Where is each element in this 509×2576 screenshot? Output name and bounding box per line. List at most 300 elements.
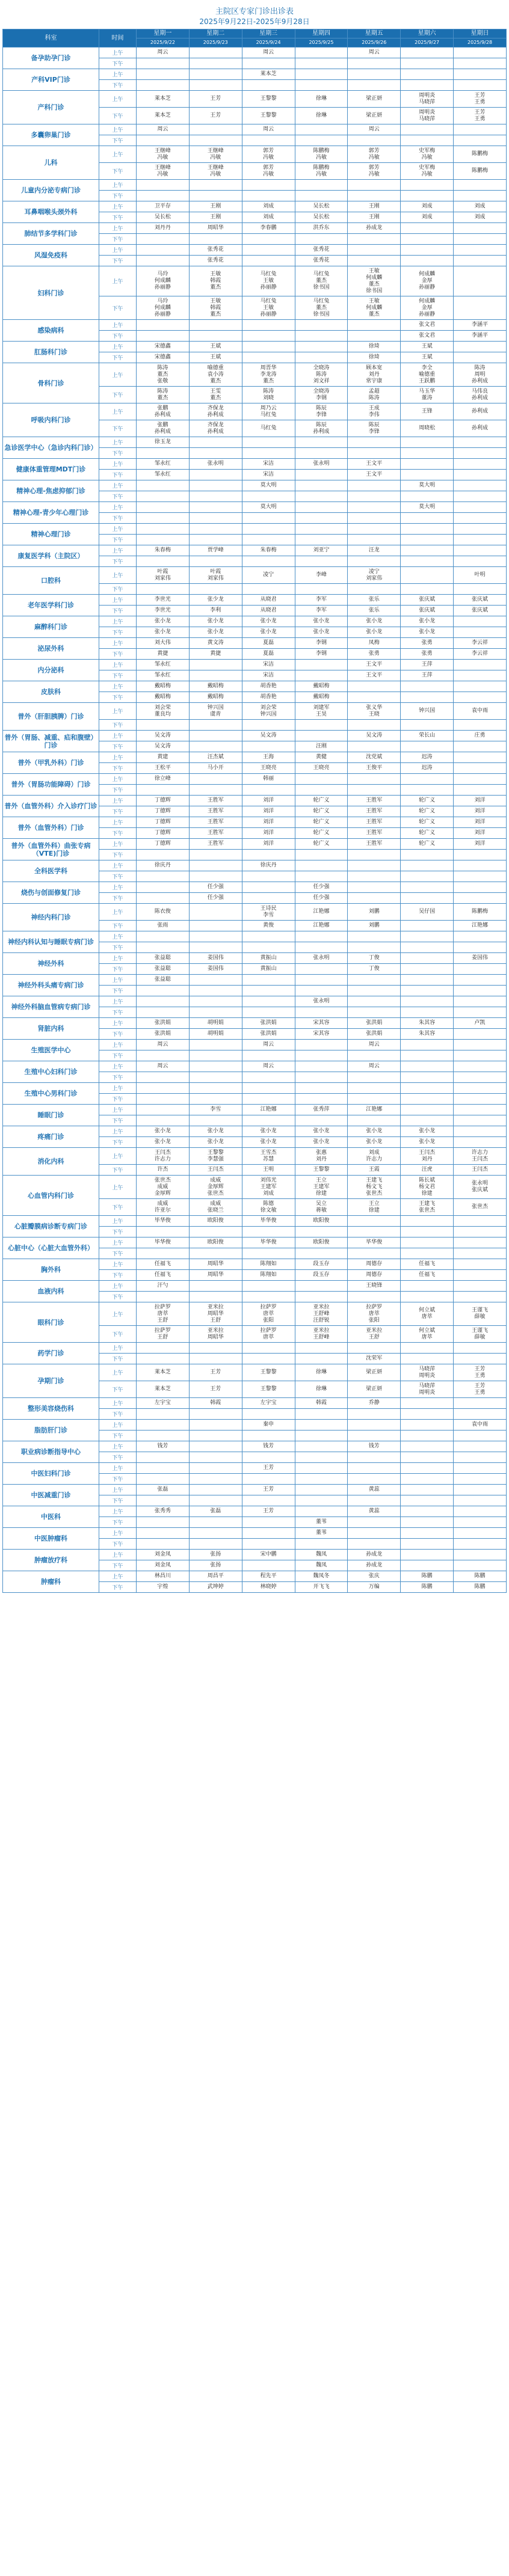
doctor-cell: 王胜军 bbox=[189, 828, 242, 839]
doctor-cell: 王成 李伟 bbox=[348, 403, 401, 420]
doctor-cell bbox=[454, 1237, 507, 1248]
doctor-cell bbox=[189, 1007, 242, 1018]
day-header: 星期四 bbox=[295, 29, 348, 38]
department-name[interactable]: 胸外科 bbox=[3, 1259, 99, 1281]
doctor-cell bbox=[137, 1094, 190, 1105]
doctor-cell bbox=[401, 1560, 454, 1571]
doctor-cell: 李涵平 bbox=[454, 331, 507, 342]
time-slot: 上午 bbox=[99, 1571, 137, 1582]
doctor-cell bbox=[348, 58, 401, 69]
time-slot: 下午 bbox=[99, 1227, 137, 1237]
doctor-cell: 周德存 bbox=[348, 1259, 401, 1270]
department-name[interactable]: 普外（甲乳外科）门诊 bbox=[3, 752, 99, 774]
department-name[interactable]: 产科门诊 bbox=[3, 91, 99, 124]
doctor-cell bbox=[137, 513, 190, 524]
department-name[interactable]: 感染病科 bbox=[3, 320, 99, 342]
doctor-cell: 戴昭梅 bbox=[295, 692, 348, 703]
doctor-cell: 陈鹏梅 bbox=[454, 904, 507, 921]
doctor-cell: 宋其容 bbox=[295, 1029, 348, 1040]
doctor-cell bbox=[189, 1409, 242, 1420]
department-name[interactable]: 普外（血管外科）门诊 bbox=[3, 817, 99, 839]
time-slot: 上午 bbox=[99, 752, 137, 763]
doctor-cell bbox=[189, 785, 242, 796]
doctor-cell: 宋洁 bbox=[242, 459, 295, 470]
doctor-cell: 徐立峰 bbox=[137, 774, 190, 785]
department-name[interactable]: 心脏中心（心脏大血管外科） bbox=[3, 1237, 99, 1259]
doctor-cell: 许杰 bbox=[137, 1165, 190, 1176]
department-name[interactable]: 妇科门诊 bbox=[3, 266, 99, 320]
doctor-cell: 喻德重 袁小涛 董杰 bbox=[189, 363, 242, 387]
doctor-cell bbox=[295, 1040, 348, 1050]
doctor-cell: 张小龙 bbox=[137, 616, 190, 627]
doctor-cell: 马红兔 王敏 孙丽静 bbox=[242, 266, 295, 296]
department-name[interactable]: 药学门诊 bbox=[3, 1343, 99, 1364]
doctor-cell bbox=[242, 584, 295, 595]
doctor-cell bbox=[295, 975, 348, 986]
doctor-cell bbox=[137, 448, 190, 459]
doctor-cell bbox=[454, 660, 507, 670]
doctor-cell: 张勇 bbox=[401, 638, 454, 649]
doctor-cell bbox=[189, 731, 242, 741]
department-name[interactable]: 肺结节多学科门诊 bbox=[3, 223, 99, 245]
doctor-cell bbox=[454, 1072, 507, 1083]
doctor-cell bbox=[348, 180, 401, 191]
doctor-cell bbox=[401, 681, 454, 692]
doctor-cell bbox=[137, 135, 190, 146]
doctor-cell bbox=[137, 1007, 190, 1018]
doctor-cell bbox=[189, 1485, 242, 1495]
doctor-cell bbox=[242, 986, 295, 996]
doctor-cell bbox=[401, 223, 454, 234]
doctor-cell: 史军梅 冯敏 bbox=[401, 146, 454, 163]
doctor-cell bbox=[137, 556, 190, 567]
department-name[interactable]: 中医减重门诊 bbox=[3, 1485, 99, 1506]
schedule-row bbox=[3, 616, 507, 627]
doctor-cell: 欧阳俊 bbox=[295, 1237, 348, 1248]
department-name[interactable]: 精神心理门诊 bbox=[3, 524, 99, 545]
department-name[interactable]: 风湿免疫科 bbox=[3, 245, 99, 266]
department-name[interactable]: 泌尿外科 bbox=[3, 638, 99, 660]
doctor-cell: 黄蕊 bbox=[348, 1485, 401, 1495]
doctor-cell: 王芳 王勇 bbox=[454, 1381, 507, 1398]
department-name[interactable]: 心血管内科门诊 bbox=[3, 1176, 99, 1216]
doctor-cell bbox=[137, 1463, 190, 1474]
doctor-cell bbox=[242, 437, 295, 448]
time-slot: 上午 bbox=[99, 146, 137, 163]
doctor-cell: 张乐 bbox=[348, 606, 401, 616]
schedule-row bbox=[3, 660, 507, 670]
time-slot: 下午 bbox=[99, 1474, 137, 1485]
department-name[interactable]: 职业病诊断指导中心 bbox=[3, 1441, 99, 1463]
department-name[interactable]: 心脏瓣膜病诊断专病门诊 bbox=[3, 1216, 99, 1237]
doctor-cell bbox=[454, 1227, 507, 1237]
doctor-cell bbox=[348, 448, 401, 459]
department-name[interactable]: 口腔科 bbox=[3, 567, 99, 595]
doctor-cell bbox=[454, 1474, 507, 1485]
schedule-row bbox=[3, 953, 507, 964]
doctor-cell bbox=[295, 1061, 348, 1072]
department-name[interactable]: 普外（胃肠、减重、疝和腹壁）门诊 bbox=[3, 731, 99, 752]
doctor-cell bbox=[242, 524, 295, 535]
department-name[interactable]: 多囊卵巢门诊 bbox=[3, 124, 99, 146]
doctor-cell bbox=[189, 584, 242, 595]
time-slot: 上午 bbox=[99, 1343, 137, 1354]
doctor-cell: 黄捷 bbox=[137, 649, 190, 660]
doctor-cell bbox=[295, 48, 348, 58]
department-name[interactable]: 神经内科认知与睡眠专病门诊 bbox=[3, 931, 99, 953]
doctor-cell bbox=[137, 535, 190, 545]
doctor-cell bbox=[189, 1343, 242, 1354]
doctor-cell: 刘丹丹 bbox=[137, 223, 190, 234]
doctor-cell bbox=[295, 69, 348, 80]
doctor-cell: 王黎黎 bbox=[242, 1364, 295, 1381]
time-slot: 下午 bbox=[99, 1094, 137, 1105]
department-name[interactable]: 内分泌科 bbox=[3, 660, 99, 681]
doctor-cell: 王晓锋 bbox=[348, 1281, 401, 1292]
doctor-cell bbox=[189, 1061, 242, 1072]
doctor-cell: 贾学峰 bbox=[189, 545, 242, 556]
doctor-cell bbox=[189, 180, 242, 191]
department-name[interactable]: 生殖中心妇科门诊 bbox=[3, 1061, 99, 1083]
doctor-cell: 王萍 bbox=[401, 660, 454, 670]
doctor-cell: 轮广义 bbox=[295, 796, 348, 806]
schedule-row bbox=[3, 342, 507, 352]
doctor-cell bbox=[189, 480, 242, 491]
doctor-cell bbox=[454, 437, 507, 448]
doctor-cell bbox=[295, 860, 348, 871]
doctor-cell: 周云 bbox=[242, 1040, 295, 1050]
doctor-cell: 张小龙 bbox=[401, 627, 454, 638]
doctor-cell bbox=[242, 245, 295, 256]
doctor-cell: 李利 bbox=[189, 606, 242, 616]
department-name[interactable]: 肿瘤放疗科 bbox=[3, 1550, 99, 1571]
doctor-cell: 何立斌 唐萃 bbox=[401, 1302, 454, 1326]
department-name[interactable]: 生殖中心男科门诊 bbox=[3, 1083, 99, 1105]
department-name[interactable]: 老年医学科门诊 bbox=[3, 595, 99, 616]
department-name[interactable]: 呼吸内科门诊 bbox=[3, 403, 99, 437]
doctor-cell bbox=[295, 871, 348, 882]
doctor-cell bbox=[454, 986, 507, 996]
doctor-cell bbox=[348, 986, 401, 996]
department-name[interactable]: 儿童内分泌专病门诊 bbox=[3, 180, 99, 201]
doctor-cell: 亚米拉 周昭华 王舒 bbox=[189, 1302, 242, 1326]
doctor-cell bbox=[401, 1105, 454, 1115]
doctor-cell: 戴昭梅 bbox=[137, 681, 190, 692]
department-name[interactable]: 骨科门诊 bbox=[3, 363, 99, 403]
schedule-row bbox=[3, 1148, 507, 1165]
time-slot: 上午 bbox=[99, 1302, 137, 1326]
doctor-cell: 王闫杰 bbox=[454, 1165, 507, 1176]
doctor-cell bbox=[348, 741, 401, 752]
doctor-cell: 拉萨罗 王舒 bbox=[137, 1326, 190, 1343]
doctor-cell bbox=[348, 502, 401, 513]
doctor-cell: 陈辰 李锋 bbox=[348, 420, 401, 437]
schedule-row bbox=[3, 146, 507, 163]
doctor-cell: 亚米拉 周昭华 bbox=[189, 1326, 242, 1343]
doctor-cell bbox=[189, 904, 242, 921]
doctor-cell: 韩霞 bbox=[189, 1398, 242, 1409]
doctor-cell bbox=[401, 882, 454, 893]
doctor-cell bbox=[348, 1083, 401, 1094]
day-header: 星期一 bbox=[137, 29, 190, 38]
doctor-cell: 马晓萍 周明炎 bbox=[401, 1381, 454, 1398]
doctor-cell: 张小龙 bbox=[348, 1126, 401, 1137]
doctor-cell bbox=[401, 245, 454, 256]
doctor-cell: 周云 bbox=[137, 48, 190, 58]
doctor-cell: 李军 bbox=[295, 606, 348, 616]
department-name[interactable]: 神经外科头痛专病门诊 bbox=[3, 975, 99, 996]
doctor-cell: 朱其容 bbox=[401, 1018, 454, 1029]
doctor-cell: 胡香艳 bbox=[242, 692, 295, 703]
department-name[interactable]: 健康体重管理MDT门诊 bbox=[3, 459, 99, 480]
doctor-cell: 王文平 bbox=[348, 670, 401, 681]
doctor-cell bbox=[242, 871, 295, 882]
doctor-cell: 张小龙 bbox=[295, 616, 348, 627]
doctor-cell: 莫大明 bbox=[401, 480, 454, 491]
doctor-cell bbox=[295, 234, 348, 245]
schedule-row bbox=[3, 595, 507, 606]
doctor-cell: 王继峰 冯敏 bbox=[137, 163, 190, 180]
doctor-cell bbox=[189, 437, 242, 448]
department-name[interactable]: 普外（血管外科）介入诊疗门诊 bbox=[3, 796, 99, 817]
doctor-cell bbox=[295, 1506, 348, 1517]
doctor-cell: 张洪娟 bbox=[242, 1029, 295, 1040]
doctor-cell bbox=[189, 1094, 242, 1105]
schedule-row bbox=[3, 524, 507, 535]
department-name[interactable]: 肛肠科门诊 bbox=[3, 342, 99, 363]
department-name[interactable]: 普外（胃肠功能障碍）门诊 bbox=[3, 774, 99, 796]
doctor-cell bbox=[401, 234, 454, 245]
department-name[interactable]: 神经外科脑血管病专病门诊 bbox=[3, 996, 99, 1018]
time-slot: 下午 bbox=[99, 1582, 137, 1593]
doctor-cell bbox=[242, 996, 295, 1007]
doctor-cell: 王敏 何成麟 董杰 徐书国 bbox=[348, 266, 401, 296]
department-name[interactable]: 整形美容烧伤科 bbox=[3, 1398, 99, 1420]
schedule-row bbox=[3, 996, 507, 1007]
doctor-cell bbox=[401, 1495, 454, 1506]
doctor-cell: 徐玉龙 bbox=[137, 437, 190, 448]
doctor-cell bbox=[242, 513, 295, 524]
doctor-cell bbox=[189, 921, 242, 931]
schedule-row bbox=[3, 1506, 507, 1517]
doctor-cell bbox=[348, 256, 401, 266]
doctor-cell: 任福飞 bbox=[401, 1270, 454, 1281]
doctor-cell bbox=[401, 1007, 454, 1018]
doctor-cell: 刘金凤 bbox=[137, 1550, 190, 1560]
doctor-cell bbox=[137, 502, 190, 513]
doctor-cell: 江艳娜 bbox=[295, 921, 348, 931]
doctor-cell: 周乃云 马红兔 bbox=[242, 403, 295, 420]
doctor-cell bbox=[401, 1115, 454, 1126]
schedule-row bbox=[3, 502, 507, 513]
department-name[interactable]: 麻醉科门诊 bbox=[3, 616, 99, 638]
department-name[interactable]: 全科医学科 bbox=[3, 860, 99, 882]
time-slot: 下午 bbox=[99, 556, 137, 567]
doctor-cell: 郭芳 冯敏 bbox=[242, 146, 295, 163]
doctor-cell bbox=[454, 502, 507, 513]
doctor-cell: 周昭华 bbox=[189, 1270, 242, 1281]
doctor-cell: 莱本芝 bbox=[242, 69, 295, 80]
department-name[interactable]: 神经内科门诊 bbox=[3, 904, 99, 931]
doctor-cell bbox=[295, 124, 348, 135]
doctor-cell: 马晓萍 周明炎 bbox=[401, 1364, 454, 1381]
doctor-cell bbox=[137, 1431, 190, 1441]
doctor-cell bbox=[401, 535, 454, 545]
doctor-cell bbox=[454, 681, 507, 692]
department-name[interactable]: 中医科 bbox=[3, 1506, 99, 1528]
department-name[interactable]: 脂肪肝门诊 bbox=[3, 1420, 99, 1441]
doctor-cell bbox=[137, 80, 190, 91]
doctor-cell: 汪杰斌 bbox=[189, 752, 242, 763]
department-name[interactable]: 神经外科 bbox=[3, 953, 99, 975]
doctor-cell bbox=[189, 1463, 242, 1474]
doctor-cell bbox=[137, 1420, 190, 1431]
doctor-cell bbox=[401, 1441, 454, 1452]
doctor-cell bbox=[242, 1292, 295, 1302]
doctor-cell: 马玉华 董涛 bbox=[401, 387, 454, 403]
doctor-cell bbox=[401, 256, 454, 266]
department-name[interactable]: 孕期门诊 bbox=[3, 1364, 99, 1398]
doctor-cell bbox=[189, 996, 242, 1007]
doctor-cell bbox=[348, 1409, 401, 1420]
doctor-cell: 徐琳 bbox=[295, 1381, 348, 1398]
department-name[interactable]: 睡眠门诊 bbox=[3, 1105, 99, 1126]
department-name[interactable]: 皮肤科 bbox=[3, 681, 99, 703]
department-name[interactable]: 生殖医学中心 bbox=[3, 1040, 99, 1061]
doctor-cell bbox=[401, 964, 454, 975]
doctor-cell bbox=[189, 931, 242, 942]
doctor-cell: 张少龙 bbox=[189, 595, 242, 606]
doctor-cell bbox=[348, 1517, 401, 1528]
doctor-cell bbox=[401, 893, 454, 904]
doctor-cell bbox=[295, 1115, 348, 1126]
time-slot: 下午 bbox=[99, 1248, 137, 1259]
department-name[interactable]: 中医肿瘤科 bbox=[3, 1528, 99, 1550]
doctor-cell: 刘成 许志力 bbox=[348, 1148, 401, 1165]
doctor-cell: 王芳 王勇 bbox=[454, 91, 507, 108]
time-slot: 下午 bbox=[99, 627, 137, 638]
doctor-cell: 黄振山 bbox=[242, 964, 295, 975]
doctor-cell bbox=[348, 1072, 401, 1083]
department-name[interactable]: 康复医学科（主院区） bbox=[3, 545, 99, 567]
doctor-cell bbox=[454, 860, 507, 871]
department-name[interactable]: 精神心理-焦虑抑郁门诊 bbox=[3, 480, 99, 502]
department-name[interactable]: 备孕助孕门诊 bbox=[3, 48, 99, 69]
doctor-cell: 郭芳 冯敏 bbox=[348, 146, 401, 163]
doctor-cell bbox=[295, 1452, 348, 1463]
doctor-cell bbox=[242, 1528, 295, 1539]
doctor-cell bbox=[242, 1343, 295, 1354]
schedule-row bbox=[3, 1105, 507, 1115]
department-name[interactable]: 耳鼻咽喉头颈外科 bbox=[3, 201, 99, 223]
doctor-cell bbox=[401, 741, 454, 752]
doctor-cell: 吴长松 bbox=[295, 201, 348, 212]
schedule-row bbox=[3, 774, 507, 785]
doctor-cell: 王雯 董杰 bbox=[189, 387, 242, 403]
doctor-cell: 张小龙 bbox=[242, 1137, 295, 1148]
department-name[interactable]: 中医妇科门诊 bbox=[3, 1463, 99, 1485]
schedule-row bbox=[3, 1343, 507, 1354]
time-slot: 下午 bbox=[99, 1354, 137, 1364]
doctor-cell bbox=[189, 48, 242, 58]
doctor-cell: 张扬 bbox=[189, 1550, 242, 1560]
doctor-cell bbox=[242, 1517, 295, 1528]
doctor-cell bbox=[454, 491, 507, 502]
doctor-cell bbox=[295, 942, 348, 953]
doctor-cell: 刘大伟 bbox=[137, 638, 190, 649]
doctor-cell: 叶明 bbox=[454, 567, 507, 584]
doctor-cell: 张文君 bbox=[401, 331, 454, 342]
doctor-cell: 毕华俊 bbox=[348, 1237, 401, 1248]
doctor-cell: 王刚 bbox=[348, 212, 401, 223]
doctor-cell: 周晓松 bbox=[401, 420, 454, 437]
doctor-cell: 戴昭梅 bbox=[137, 692, 190, 703]
doctor-cell bbox=[348, 1463, 401, 1474]
time-slot: 上午 bbox=[99, 1364, 137, 1381]
doctor-cell bbox=[348, 882, 401, 893]
doctor-cell bbox=[348, 437, 401, 448]
doctor-cell bbox=[454, 1506, 507, 1517]
doctor-cell: 成威 金厚辉 张世杰 bbox=[189, 1176, 242, 1199]
doctor-cell: 张秀萍 bbox=[295, 1105, 348, 1115]
doctor-cell: 周昭华 bbox=[189, 223, 242, 234]
department-name[interactable]: 精神心理-青少年心理门诊 bbox=[3, 502, 99, 524]
doctor-cell bbox=[348, 535, 401, 545]
doctor-cell: 王明 bbox=[242, 1165, 295, 1176]
time-slot: 下午 bbox=[99, 1115, 137, 1126]
doctor-cell bbox=[401, 860, 454, 871]
doctor-cell bbox=[242, 342, 295, 352]
doctor-cell bbox=[137, 1452, 190, 1463]
department-name[interactable]: 普外（血管外科）曲张专病（VTE)门诊 bbox=[3, 839, 99, 860]
department-name[interactable]: 肾脏内科 bbox=[3, 1018, 99, 1040]
time-slot: 上午 bbox=[99, 975, 137, 986]
department-name[interactable]: 儿科 bbox=[3, 146, 99, 180]
doctor-cell: 王黎黎 李慧强 bbox=[189, 1148, 242, 1165]
department-name[interactable]: 产科VIP门诊 bbox=[3, 69, 99, 91]
time-slot: 下午 bbox=[99, 1409, 137, 1420]
doctor-cell: 张惠 刘丹 bbox=[295, 1148, 348, 1165]
doctor-cell bbox=[454, 741, 507, 752]
department-name[interactable]: 普外（肝胆胰脾）门诊 bbox=[3, 703, 99, 731]
doctor-cell: 莱本芝 bbox=[137, 91, 190, 108]
doctor-cell: 王斌 bbox=[401, 352, 454, 363]
doctor-cell: 王胜军 bbox=[189, 806, 242, 817]
department-name[interactable]: 烧伤与创面修复门诊 bbox=[3, 882, 99, 904]
department-name[interactable]: 疼痛门诊 bbox=[3, 1126, 99, 1148]
doctor-cell bbox=[348, 871, 401, 882]
doctor-cell: 张小龙 bbox=[401, 1137, 454, 1148]
department-name[interactable]: 消化内科 bbox=[3, 1148, 99, 1176]
doctor-cell: 周明炎 马晓萍 bbox=[401, 91, 454, 108]
doctor-cell bbox=[454, 1441, 507, 1452]
doctor-cell: 邹永红 bbox=[137, 459, 190, 470]
department-name[interactable]: 急诊医学中心（急诊内科门诊） bbox=[3, 437, 99, 459]
doctor-cell bbox=[189, 124, 242, 135]
doctor-cell: 胡明娟 bbox=[189, 1029, 242, 1040]
doctor-cell bbox=[348, 1431, 401, 1441]
doctor-cell: 孙成龙 bbox=[348, 1560, 401, 1571]
department-name[interactable]: 眼科门诊 bbox=[3, 1302, 99, 1343]
doctor-cell bbox=[401, 1420, 454, 1431]
doctor-cell bbox=[454, 58, 507, 69]
department-name[interactable]: 血液内科 bbox=[3, 1281, 99, 1302]
schedule-row bbox=[3, 1485, 507, 1495]
doctor-cell bbox=[295, 535, 348, 545]
department-name[interactable]: 肿瘤科 bbox=[3, 1571, 99, 1593]
doctor-cell bbox=[348, 1216, 401, 1227]
doctor-cell: 马红兔 董杰 徐书国 bbox=[295, 296, 348, 320]
